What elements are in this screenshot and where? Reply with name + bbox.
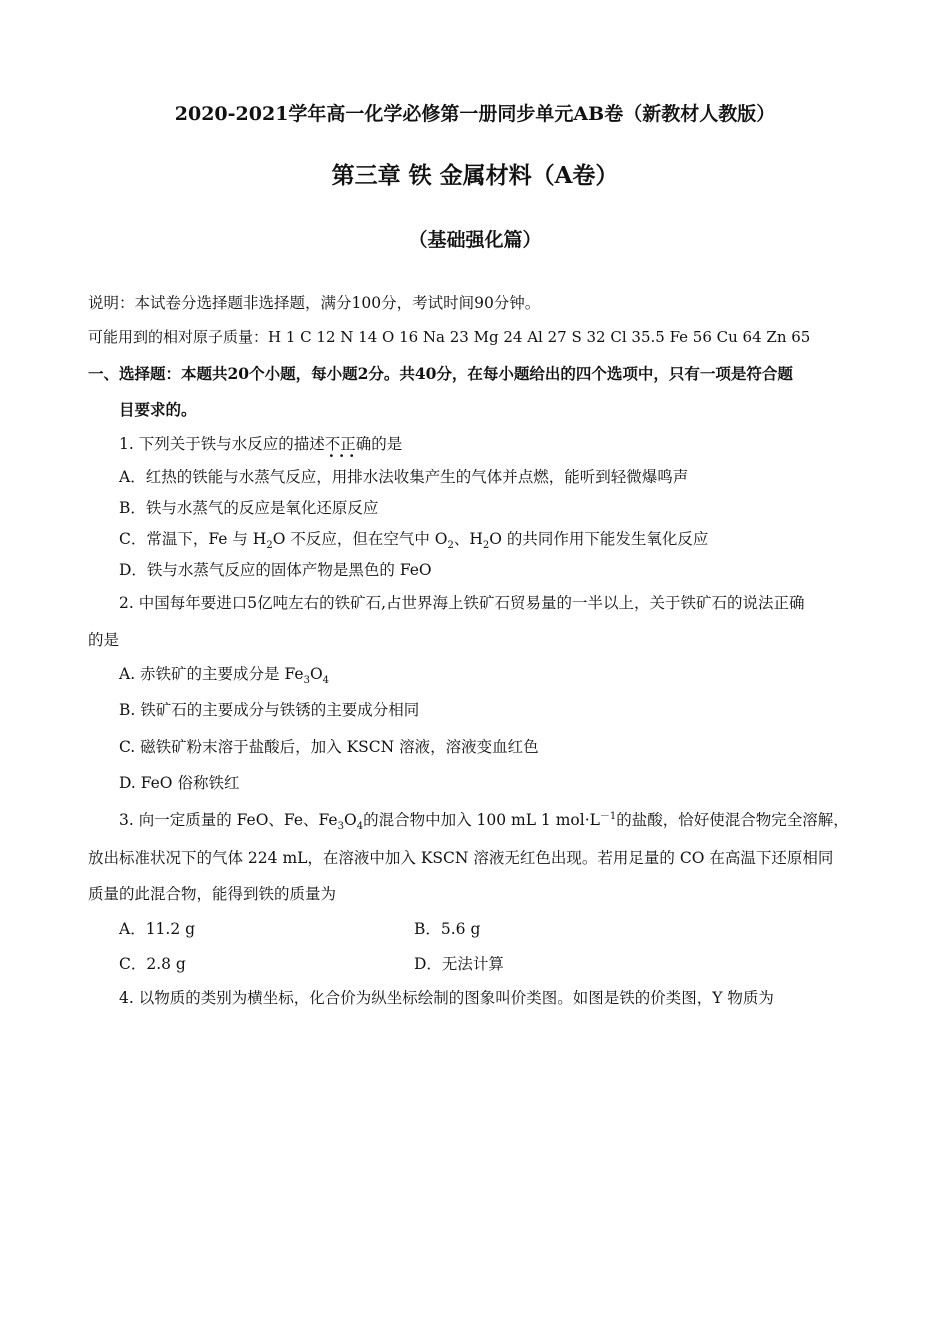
q3-stem — [119, 810, 849, 833]
q2-stem-cont: 的是 — [88, 631, 120, 649]
page-subtitle: （基础强化篇） — [408, 229, 542, 251]
q2-option-d: D. FeO 俗称铁红 — [119, 774, 240, 792]
series-title: 2020-2021学年高一化学必修第一册同步单元AB卷（新教材人教版） — [174, 103, 776, 125]
q3-stem-cont: 放出标准状况下的气体 224 mL，在溶液中加入 KSCN 溶液无红色出现。若用足量的 CO 在高温下还原相同 — [88, 849, 834, 867]
q1-option-c-text: O 不反应，但在空气中 O — [272, 530, 448, 548]
chapter-title: 第三章 铁 金属材料（A卷） — [331, 162, 619, 189]
q2-option-b: B. 铁矿石的主要成分与铁锈的主要成分相同 — [119, 701, 420, 719]
q2-option-c: C. 磁铁矿粉末溶于盐酸后，加入 KSCN 溶液，溶液变血红色 — [119, 738, 539, 756]
subscript: 4 — [356, 821, 364, 833]
q3-stem-text: 的混合物中加入 100 mL 1 mol·L — [363, 811, 600, 829]
q3-stem-text: O — [343, 811, 357, 829]
q3-option-d: D．无法计算 — [414, 955, 504, 973]
q3-option-b: B．5.6 g — [414, 920, 481, 938]
subscript: 2 — [447, 540, 454, 552]
q1-option-c — [119, 529, 709, 552]
q1-stem-tail: 的是 — [371, 435, 403, 453]
q2-option-a — [119, 664, 330, 687]
q1-option-c-text: O 的共同作用下能发生氧化反应 — [489, 530, 709, 548]
q3-option-a: A．11.2 g — [119, 920, 196, 938]
subscript: 4 — [322, 675, 330, 687]
q1-option-c-text: C．常温下，Fe 与 H — [119, 530, 267, 548]
q1-stem-text: 1. 下列关于铁与水反应的描述 — [119, 435, 325, 453]
q4-stem: 4. 以物质的类别为横坐标，化合价为纵坐标绘制的图象叫价类图。如图是铁的价类图，Y 物质为 — [119, 989, 774, 1007]
subscript: 3 — [303, 675, 310, 687]
q1-option-c-text: 、H — [453, 530, 483, 548]
q1-option-a: A．红热的铁能与水蒸气反应，用排水法收集产生的气体并点燃，能听到轻微爆鸣声 — [119, 468, 689, 486]
subscript: 2 — [266, 540, 273, 552]
q1-option-b: B．铁与水蒸气的反应是氧化还原反应 — [119, 499, 379, 517]
atomic-masses: 可能用到的相对原子质量：H 1 C 12 N 14 O 16 Na 23 Mg 24 Al 27 S 32 Cl 35.5 Fe 56 Cu 64 Zn 65 — [88, 328, 811, 346]
q3-stem-cont2: 质量的此混合物，能得到铁的质量为 — [88, 885, 337, 903]
q2-option-a-text: O — [309, 665, 323, 683]
section1-heading: 一、选择题：本题共20个小题，每小题2分。共40分，在每小题给出的四个选项中，只有一项是符合题 — [88, 364, 793, 383]
q1-stem-emphasis: 不正确 ··· — [325, 435, 372, 453]
subscript: 2 — [482, 540, 490, 552]
q3-stem-text: 的盐酸，恰好使混合物完全溶解， — [616, 811, 849, 829]
q1-option-d: D．铁与水蒸气反应的固体产物是黑色的 FeO — [119, 561, 432, 579]
subscript: 3 — [337, 821, 344, 833]
q3-option-c: C．2.8 g — [119, 955, 186, 973]
q3-stem-text: 3. 向一定质量的 FeO、Fe、Fe — [119, 811, 338, 829]
superscript: －1 — [599, 810, 617, 822]
q2-stem: 2. 中国每年要进口5亿吨左右的铁矿石,占世界海上铁矿石贸易量的一半以上，关于铁矿石的说法正确 — [119, 594, 805, 612]
section1-heading-cont: 目要求的。 — [119, 400, 197, 419]
q1-stem — [119, 434, 402, 454]
q2-option-a-text: A. 赤铁矿的主要成分是 Fe — [119, 665, 304, 683]
exam-note: 说明：本试卷分选择题非选择题，满分100分，考试时间90分钟。 — [88, 294, 541, 312]
